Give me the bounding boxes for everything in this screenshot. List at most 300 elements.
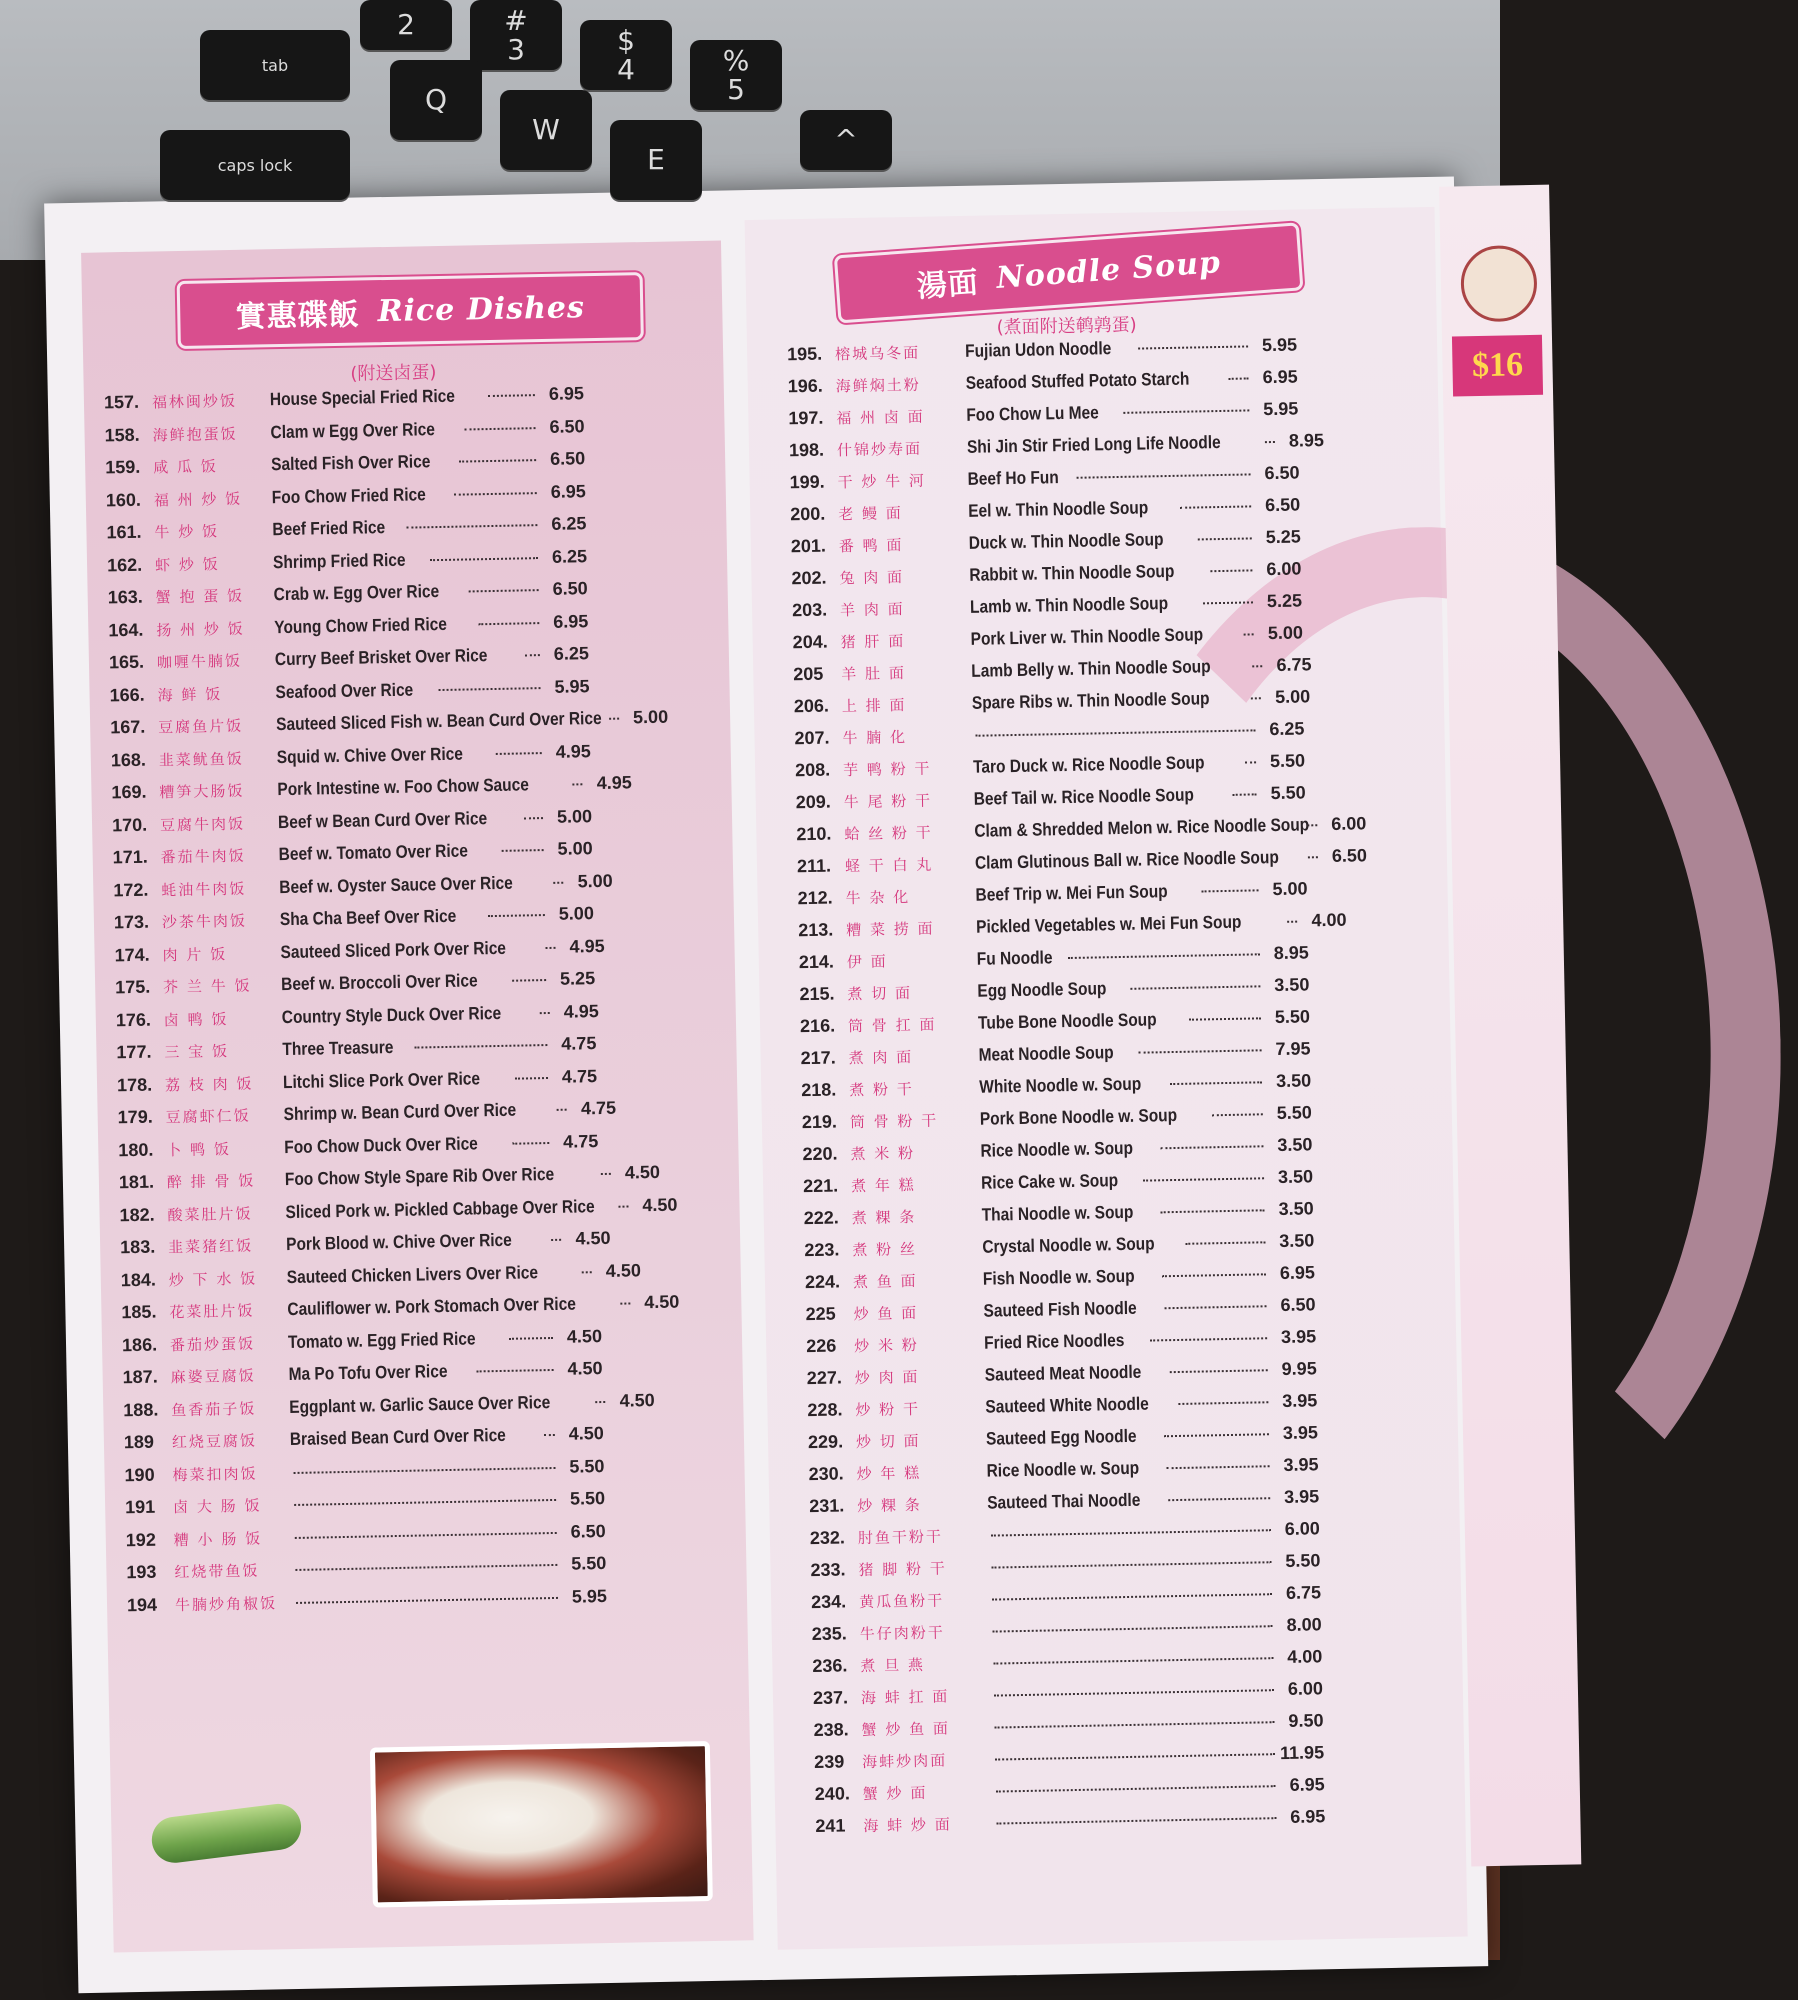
item-number: 165.	[108, 651, 145, 673]
keyboard-key: Q	[390, 60, 482, 140]
item-english-name: Fujian Udon Noodle	[964, 338, 1112, 361]
item-number: 177.	[116, 1041, 152, 1063]
item-number: 222.	[803, 1207, 839, 1229]
item-number: 198.	[788, 439, 825, 461]
item-price: 4.75	[580, 1097, 617, 1119]
item-number: 199.	[789, 471, 825, 493]
item-price: 3.95	[1282, 1390, 1318, 1411]
item-chinese-name: 炒 切 面	[855, 1431, 921, 1452]
item-english-name: Pork Liver w. Thin Noodle Soup	[970, 624, 1204, 649]
dot-leader	[1068, 953, 1260, 959]
item-english-name: Foo Chow Style Spare Rib Over Rice	[284, 1163, 555, 1190]
item-english-name: Ma Po Tofu Over Rice	[288, 1361, 448, 1385]
item-english-name: Rice Noodle w. Soup	[986, 1457, 1140, 1481]
dot-leader	[601, 1173, 611, 1175]
item-chinese-name: 海鲜焖土粉	[835, 375, 921, 396]
item-number: 230.	[808, 1463, 844, 1485]
item-english-name: Pork Intestine w. Foo Chow Sauce	[277, 774, 530, 800]
item-english-name: Rabbit w. Thin Noodle Soup	[969, 560, 1175, 585]
item-english-name: Clam w Egg Over Rice	[270, 418, 436, 442]
item-number: 212.	[797, 887, 833, 909]
item-number: 209.	[795, 791, 831, 813]
item-number: 219.	[801, 1111, 838, 1133]
dot-leader	[994, 1689, 1274, 1696]
item-chinese-name: 炒 米 粉	[854, 1335, 919, 1356]
item-price: 6.50	[549, 415, 585, 437]
item-number: 210.	[796, 823, 832, 845]
item-number: 164.	[108, 619, 144, 640]
item-price: 3.50	[1275, 1070, 1312, 1092]
item-english-name: Sauteed Meat Noodle	[984, 1361, 1142, 1385]
item-number: 225	[805, 1303, 836, 1325]
item-price: 5.50	[569, 1488, 606, 1509]
dot-leader	[502, 849, 544, 852]
dot-leader	[525, 654, 540, 656]
item-number: 220.	[802, 1143, 838, 1165]
item-english-name: Litchi Slice Pork Over Rice	[282, 1067, 481, 1092]
dot-leader	[992, 1593, 1272, 1600]
item-chinese-name: 糟笋大肠饭	[159, 781, 245, 802]
item-number: 181.	[118, 1171, 155, 1193]
item-price: 8.95	[1273, 942, 1309, 964]
item-english-name: Crab w. Egg Over Rice	[273, 581, 440, 605]
rice-dishes-banner	[177, 272, 644, 349]
item-number: 203.	[791, 599, 828, 621]
item-chinese-name: 福林闽炒饭	[151, 391, 238, 412]
item-number: 183.	[119, 1236, 156, 1258]
item-number: 169.	[111, 781, 147, 803]
item-chinese-name: 梅菜扣肉饭	[172, 1464, 258, 1484]
item-number: 234.	[810, 1591, 847, 1613]
item-english-name: Lamb Belly w. Thin Noodle Soup	[971, 656, 1211, 681]
item-english-name: Shrimp w. Bean Curd Over Rice	[283, 1099, 517, 1125]
item-number: 204.	[792, 631, 828, 653]
item-price: 5.50	[1274, 1006, 1311, 1028]
dot-leader	[1229, 377, 1249, 379]
item-chinese-name: 咸 瓜 饭	[153, 457, 218, 477]
item-english-name: Beef Tail w. Rice Noodle Soup	[973, 784, 1195, 809]
item-chinese-name: 糟 小 肠 饭	[173, 1529, 263, 1549]
dot-leader	[1123, 409, 1249, 413]
item-english-name: Beef w Bean Curd Over Rice	[277, 807, 488, 832]
item-english-name: Foo Chow Lu Mee	[966, 402, 1099, 425]
item-english-name: Country Style Duck Over Rice	[281, 1002, 502, 1027]
item-chinese-name: 榕城乌冬面	[834, 343, 921, 364]
item-chinese-name: 番 鸭 面	[838, 536, 904, 556]
dot-leader	[509, 1336, 553, 1339]
item-number: 200.	[790, 503, 826, 525]
item-english-name: Thai Noodle w. Soup	[981, 1201, 1134, 1225]
item-number: 184.	[120, 1269, 157, 1290]
item-price: 6.75	[1285, 1582, 1322, 1603]
item-number: 211.	[796, 855, 832, 877]
item-chinese-name: 蟹 抱 蛋 饭	[155, 586, 245, 607]
item-price: 5.95	[1261, 334, 1298, 356]
item-chinese-name: 卤 鸭 饭	[163, 1009, 229, 1029]
item-english-name: House Special Fried Rice	[269, 385, 456, 410]
item-price: 5.00	[1267, 622, 1304, 644]
item-price: 4.50	[624, 1161, 661, 1183]
dot-leader	[1251, 697, 1261, 699]
item-price: 4.75	[561, 1065, 598, 1087]
rice-dishes-title-cn: 實惠碟飯	[235, 297, 361, 335]
dot-leader	[1161, 1209, 1265, 1213]
item-chinese-name: 糟 菜 捞 面	[846, 919, 935, 940]
item-number: 171.	[112, 846, 148, 868]
item-number: 178.	[116, 1074, 153, 1095]
noodle-soup-title-cn: 湯面	[915, 265, 980, 305]
item-number: 179.	[117, 1106, 153, 1128]
menu-flyer	[44, 176, 1524, 1993]
keyboard-key: ^	[800, 110, 892, 170]
item-english-name: Curry Beef Brisket Over Rice	[274, 645, 488, 670]
rice-dishes-title-en: Rice Dishes	[377, 289, 586, 329]
item-chinese-name: 卤 大 肠 饭	[173, 1496, 262, 1517]
item-chinese-name: 煮 肉 面	[848, 1048, 914, 1068]
item-chinese-name: 猪 脚 粉 干	[858, 1559, 947, 1580]
item-price: 6.95	[550, 480, 586, 502]
item-price: 3.95	[1283, 1454, 1319, 1475]
dot-leader	[620, 1302, 630, 1304]
item-number: 228.	[807, 1399, 843, 1421]
item-number: 215.	[799, 983, 835, 1005]
keyboard-key: % 5	[690, 40, 782, 110]
item-chinese-name: 黄瓜鱼粉干	[858, 1591, 945, 1612]
item-number: 217.	[800, 1047, 836, 1069]
dot-leader	[295, 1531, 557, 1538]
item-chinese-name: 牛 杂 化	[845, 888, 911, 908]
item-number: 233.	[810, 1559, 846, 1581]
item-chinese-name: 煮 旦 燕	[860, 1655, 926, 1676]
dot-leader	[294, 1499, 556, 1506]
item-number: 163.	[107, 586, 143, 608]
item-price: 9.50	[1288, 1710, 1324, 1731]
item-english-name: Fried Rice Noodles	[983, 1330, 1125, 1353]
dot-leader	[524, 817, 543, 819]
item-number: 195.	[786, 343, 823, 365]
item-number: 174.	[114, 944, 150, 965]
item-number: 223.	[804, 1239, 840, 1261]
item-english-name: Meat Noodle Soup	[978, 1042, 1114, 1065]
item-price: 3.50	[1279, 1230, 1315, 1252]
item-number: 201.	[790, 535, 827, 557]
item-english-name: Beef Ho Fun	[967, 467, 1059, 489]
dot-leader	[1143, 1177, 1264, 1181]
item-english-name: Seafood Stuffed Potato Starch	[965, 368, 1190, 393]
item-price: 4.00	[1311, 909, 1347, 931]
item-chinese-name: 炒 年 糕	[856, 1463, 922, 1484]
item-chinese-name: 牛 炒 饭	[154, 522, 220, 542]
item-price: 6.95	[1262, 366, 1298, 388]
item-chinese-name: 干 炒 牛 河	[837, 471, 927, 492]
item-english-name: Young Chow Fried Rice	[274, 613, 448, 637]
item-chinese-name: 蟹 炒 面	[862, 1783, 928, 1804]
item-price: 4.75	[561, 1033, 597, 1054]
item-chinese-name: 荔 枝 肉 饭	[164, 1074, 254, 1094]
dot-leader	[1077, 473, 1251, 478]
item-english-name: Tube Bone Noodle Soup	[977, 1009, 1157, 1033]
item-price: 5.50	[1269, 750, 1306, 772]
dot-leader	[544, 1434, 555, 1436]
dot-leader	[557, 1109, 567, 1111]
dot-leader	[582, 1271, 592, 1273]
item-chinese-name: 肉 片 饭	[162, 944, 228, 964]
item-chinese-name: 芥 兰 牛 饭	[163, 976, 252, 997]
item-number: 173.	[113, 911, 150, 933]
dot-leader	[991, 1529, 1271, 1536]
keyboard-key: E	[610, 120, 702, 200]
item-chinese-name: 肘鱼干粉干	[857, 1527, 944, 1548]
item-chinese-name: 猪 肝 面	[840, 632, 906, 652]
item-english-name: Fish Noodle w. Soup	[982, 1265, 1135, 1289]
item-chinese-name: 蛤 丝 粉 干	[844, 823, 933, 844]
item-chinese-name: 番茄牛肉饭	[160, 846, 246, 867]
item-price: 6.25	[553, 643, 590, 664]
item-price: 4.50	[644, 1291, 680, 1313]
item-price: 5.00	[632, 706, 669, 728]
item-chinese-name: 芋 鸭 粉 干	[842, 759, 932, 780]
item-english-name: Squid w. Chive Over Rice	[276, 743, 464, 767]
item-english-name: Beef Fried Rice	[272, 517, 386, 540]
item-number: 218.	[801, 1079, 837, 1101]
dot-leader	[1167, 1465, 1270, 1469]
dot-leader	[1198, 537, 1252, 540]
chef-icon	[1460, 245, 1537, 322]
item-number: 227.	[806, 1367, 843, 1389]
keyboard-key: # 3	[470, 0, 562, 70]
item-number: 221.	[802, 1175, 839, 1197]
item-price: 3.50	[1274, 974, 1310, 996]
item-chinese-name: 花菜肚片饭	[169, 1301, 255, 1322]
item-price: 5.00	[557, 838, 593, 859]
dot-leader	[1189, 1017, 1261, 1020]
item-chinese-name: 咖喱牛腩饭	[156, 651, 243, 672]
item-chinese-name: 韭菜鱿鱼饭	[158, 749, 245, 769]
keyboard-key: 2	[360, 0, 452, 50]
item-number: 216.	[799, 1015, 836, 1037]
noodle-soup-list	[786, 334, 1368, 1849]
item-chinese-name: 炒 粿 条	[857, 1495, 922, 1516]
rice-dishes-note: (附送卤蛋)	[350, 362, 437, 385]
item-english-name: Crystal Noodle w. Soup	[982, 1233, 1155, 1257]
dot-leader	[1212, 1113, 1263, 1116]
dot-leader	[1202, 889, 1259, 892]
item-price: 6.00	[1284, 1518, 1320, 1539]
item-chinese-name: 蟹 炒 鱼 面	[861, 1719, 951, 1740]
item-price: 5.25	[559, 968, 596, 989]
item-number: 238.	[813, 1719, 849, 1741]
item-chinese-name: 福 州 炒 饭	[153, 489, 243, 509]
item-price: 4.95	[596, 772, 632, 794]
item-english-name: Foo Chow Duck Over Rice	[284, 1132, 478, 1157]
item-english-name: Egg Noodle Soup	[977, 978, 1107, 1001]
item-chinese-name: 牛 腩 化	[842, 728, 908, 748]
item-chinese-name: 羊 肚 面	[841, 664, 907, 684]
dot-leader	[975, 729, 1255, 736]
rice-dishes-panel	[81, 241, 754, 1953]
item-price: 5.00	[558, 903, 595, 924]
item-price: 4.95	[569, 935, 605, 957]
item-price: 6.50	[1264, 462, 1300, 484]
item-number: 176.	[115, 1009, 152, 1030]
dot-leader	[1288, 921, 1298, 923]
item-chinese-name: 海鲜抱蛋饭	[152, 424, 238, 444]
item-number: 193	[126, 1561, 157, 1583]
item-price: 7.95	[1275, 1038, 1311, 1060]
item-chinese-name: 豆腐虾仁饭	[165, 1106, 251, 1127]
item-english-name: Sauteed Fish Noodle	[983, 1297, 1137, 1321]
item-number: 180.	[118, 1139, 154, 1160]
item-price: 6.25	[1269, 718, 1305, 740]
item-english-name: Sauteed Chicken Livers Over Rice	[286, 1261, 539, 1287]
item-price: 4.50	[605, 1259, 642, 1281]
item-chinese-name: 炒 肉 面	[854, 1367, 920, 1388]
item-chinese-name: 海 蚌 扛 面	[860, 1687, 950, 1708]
item-price: 3.50	[1277, 1134, 1313, 1156]
dot-leader	[546, 946, 556, 948]
item-chinese-name: 煮 粉 丝	[852, 1239, 918, 1260]
item-english-name: Beef w. Broccoli Over Rice	[280, 970, 478, 995]
dot-leader	[1233, 793, 1257, 795]
item-english-name: Three Treasure	[282, 1036, 394, 1060]
item-price: 4.75	[562, 1130, 599, 1152]
item-price: 6.25	[551, 513, 587, 534]
keyboard-key: $ 4	[580, 20, 672, 90]
item-chinese-name: 煮 鱼 面	[852, 1271, 918, 1292]
dot-leader	[1244, 633, 1254, 635]
item-chinese-name: 沙茶牛肉饭	[161, 911, 248, 932]
dot-leader	[1245, 761, 1256, 763]
item-chinese-name: 卜 鸭 饭	[166, 1139, 232, 1159]
item-number: 214.	[798, 951, 835, 973]
dot-leader	[609, 718, 619, 720]
item-english-name: Sauteed Thai Noodle	[987, 1489, 1141, 1513]
item-price: 6.50	[552, 578, 588, 599]
dot-leader	[1211, 569, 1253, 572]
dot-leader	[996, 1785, 1276, 1792]
item-price: 11.95	[1279, 1742, 1325, 1764]
item-price: 8.00	[1286, 1614, 1322, 1635]
dot-leader	[1139, 1049, 1262, 1053]
item-english-name: Beef w. Tomato Over Rice	[278, 840, 469, 865]
item-number: 188.	[123, 1399, 159, 1420]
item-number: 189	[123, 1431, 155, 1453]
item-english-name: Pork Bone Noodle w. Soup	[979, 1104, 1178, 1129]
item-english-name: Pickled Vegetables w. Mei Fun Soup	[975, 911, 1242, 937]
item-chinese-name: 三 宝 饭	[164, 1042, 230, 1062]
dot-leader	[515, 1077, 548, 1080]
item-english-name: Lamb w. Thin Noodle Soup	[969, 593, 1169, 617]
item-price: 5.50	[1270, 782, 1306, 804]
item-number: 205	[793, 663, 824, 685]
item-price: 4.50	[567, 1358, 603, 1379]
dot-leader	[540, 1011, 550, 1013]
item-chinese-name: 醉 排 骨 饭	[166, 1171, 256, 1192]
noodle-soup-panel	[745, 207, 1468, 1950]
item-price: 6.50	[1331, 845, 1368, 866]
item-chinese-name: 炒 下 水 饭	[168, 1269, 258, 1289]
item-english-name: Clam Glutinous Ball w. Rice Noodle Soup	[974, 846, 1279, 873]
dot-leader	[439, 687, 541, 691]
item-price: 6.95	[548, 383, 585, 404]
dot-leader	[488, 914, 545, 917]
item-number: 194	[126, 1594, 158, 1615]
dot-leader	[1130, 985, 1260, 989]
item-number: 206.	[793, 695, 830, 717]
dot-leader	[478, 622, 539, 625]
item-english-name: Eggplant w. Garlic Sauce Over Rice	[289, 1391, 551, 1417]
item-chinese-name: 红烧豆腐饭	[171, 1431, 258, 1452]
item-chinese-name: 上 排 面	[841, 696, 907, 716]
item-english-name: Spare Ribs w. Thin Noodle Soup	[971, 688, 1210, 713]
item-price: 6.95	[553, 610, 589, 632]
dot-leader	[573, 783, 583, 785]
item-chinese-name: 什锦炒寿面	[836, 439, 923, 460]
cucumber-image	[149, 1801, 304, 1865]
item-english-name: Rice Cake w. Soup	[980, 1170, 1119, 1193]
item-number: 186.	[121, 1334, 158, 1355]
dot-leader	[993, 1625, 1273, 1632]
item-number: 175.	[114, 976, 151, 998]
item-number: 236.	[812, 1655, 848, 1677]
item-chinese-name: 海 鲜 饭	[157, 684, 223, 704]
item-price: 5.00	[1274, 686, 1311, 707]
item-number: 213.	[798, 919, 834, 941]
item-price: 5.25	[1265, 526, 1301, 548]
dot-leader	[414, 1044, 547, 1049]
item-number: 190	[124, 1464, 155, 1485]
dot-leader	[476, 1369, 553, 1372]
item-price: 3.50	[1277, 1166, 1314, 1188]
noodle-soup-title-en: Noodle Soup	[995, 244, 1222, 296]
item-price: 8.95	[1288, 430, 1325, 451]
rice-dish-photo	[370, 1741, 713, 1907]
item-english-name: Seafood Over Rice	[275, 679, 414, 702]
item-chinese-name: 牛腩炒角椒饭	[174, 1593, 278, 1614]
dot-leader	[294, 1466, 556, 1473]
item-chinese-name: 蛏 干 白 丸	[844, 855, 934, 876]
item-number: 160.	[105, 489, 142, 510]
item-number: 202.	[791, 567, 827, 589]
dot-leader	[296, 1596, 558, 1603]
item-chinese-name: 韭菜猪红饭	[168, 1236, 254, 1257]
item-english-name: Pork Blood w. Chive Over Rice	[285, 1229, 512, 1255]
item-price: 3.95	[1280, 1326, 1317, 1347]
item-price: 6.95	[1290, 1806, 1326, 1827]
dot-leader	[1265, 441, 1275, 443]
item-number: 237.	[812, 1687, 849, 1709]
dot-leader	[996, 1817, 1276, 1824]
item-chinese-name: 虾 炒 饭	[154, 554, 220, 574]
rice-dishes-list	[103, 383, 680, 1627]
dot-leader	[991, 1561, 1271, 1568]
item-chinese-name: 煮 粉 干	[849, 1080, 915, 1100]
item-english-name: Sauteed Sliced Pork Over Rice	[280, 937, 507, 962]
item-chinese-name: 煮 米 粉	[850, 1143, 916, 1164]
dot-leader	[1203, 601, 1253, 604]
noodle-soup-note: (煮面附送鹌鹑蛋)	[996, 314, 1137, 339]
dot-leader	[430, 557, 538, 561]
item-price: 5.95	[1263, 398, 1299, 420]
dot-leader	[513, 979, 547, 982]
item-number: 166.	[109, 684, 145, 705]
item-number: 191	[124, 1496, 156, 1518]
dot-leader	[1150, 1337, 1267, 1341]
item-english-name: Duck w. Thin Noodle Soup	[968, 529, 1164, 553]
item-chinese-name: 羊 肉 面	[839, 600, 905, 620]
dot-leader	[1170, 1369, 1268, 1373]
item-chinese-name: 酸菜肚片饭	[167, 1204, 253, 1224]
